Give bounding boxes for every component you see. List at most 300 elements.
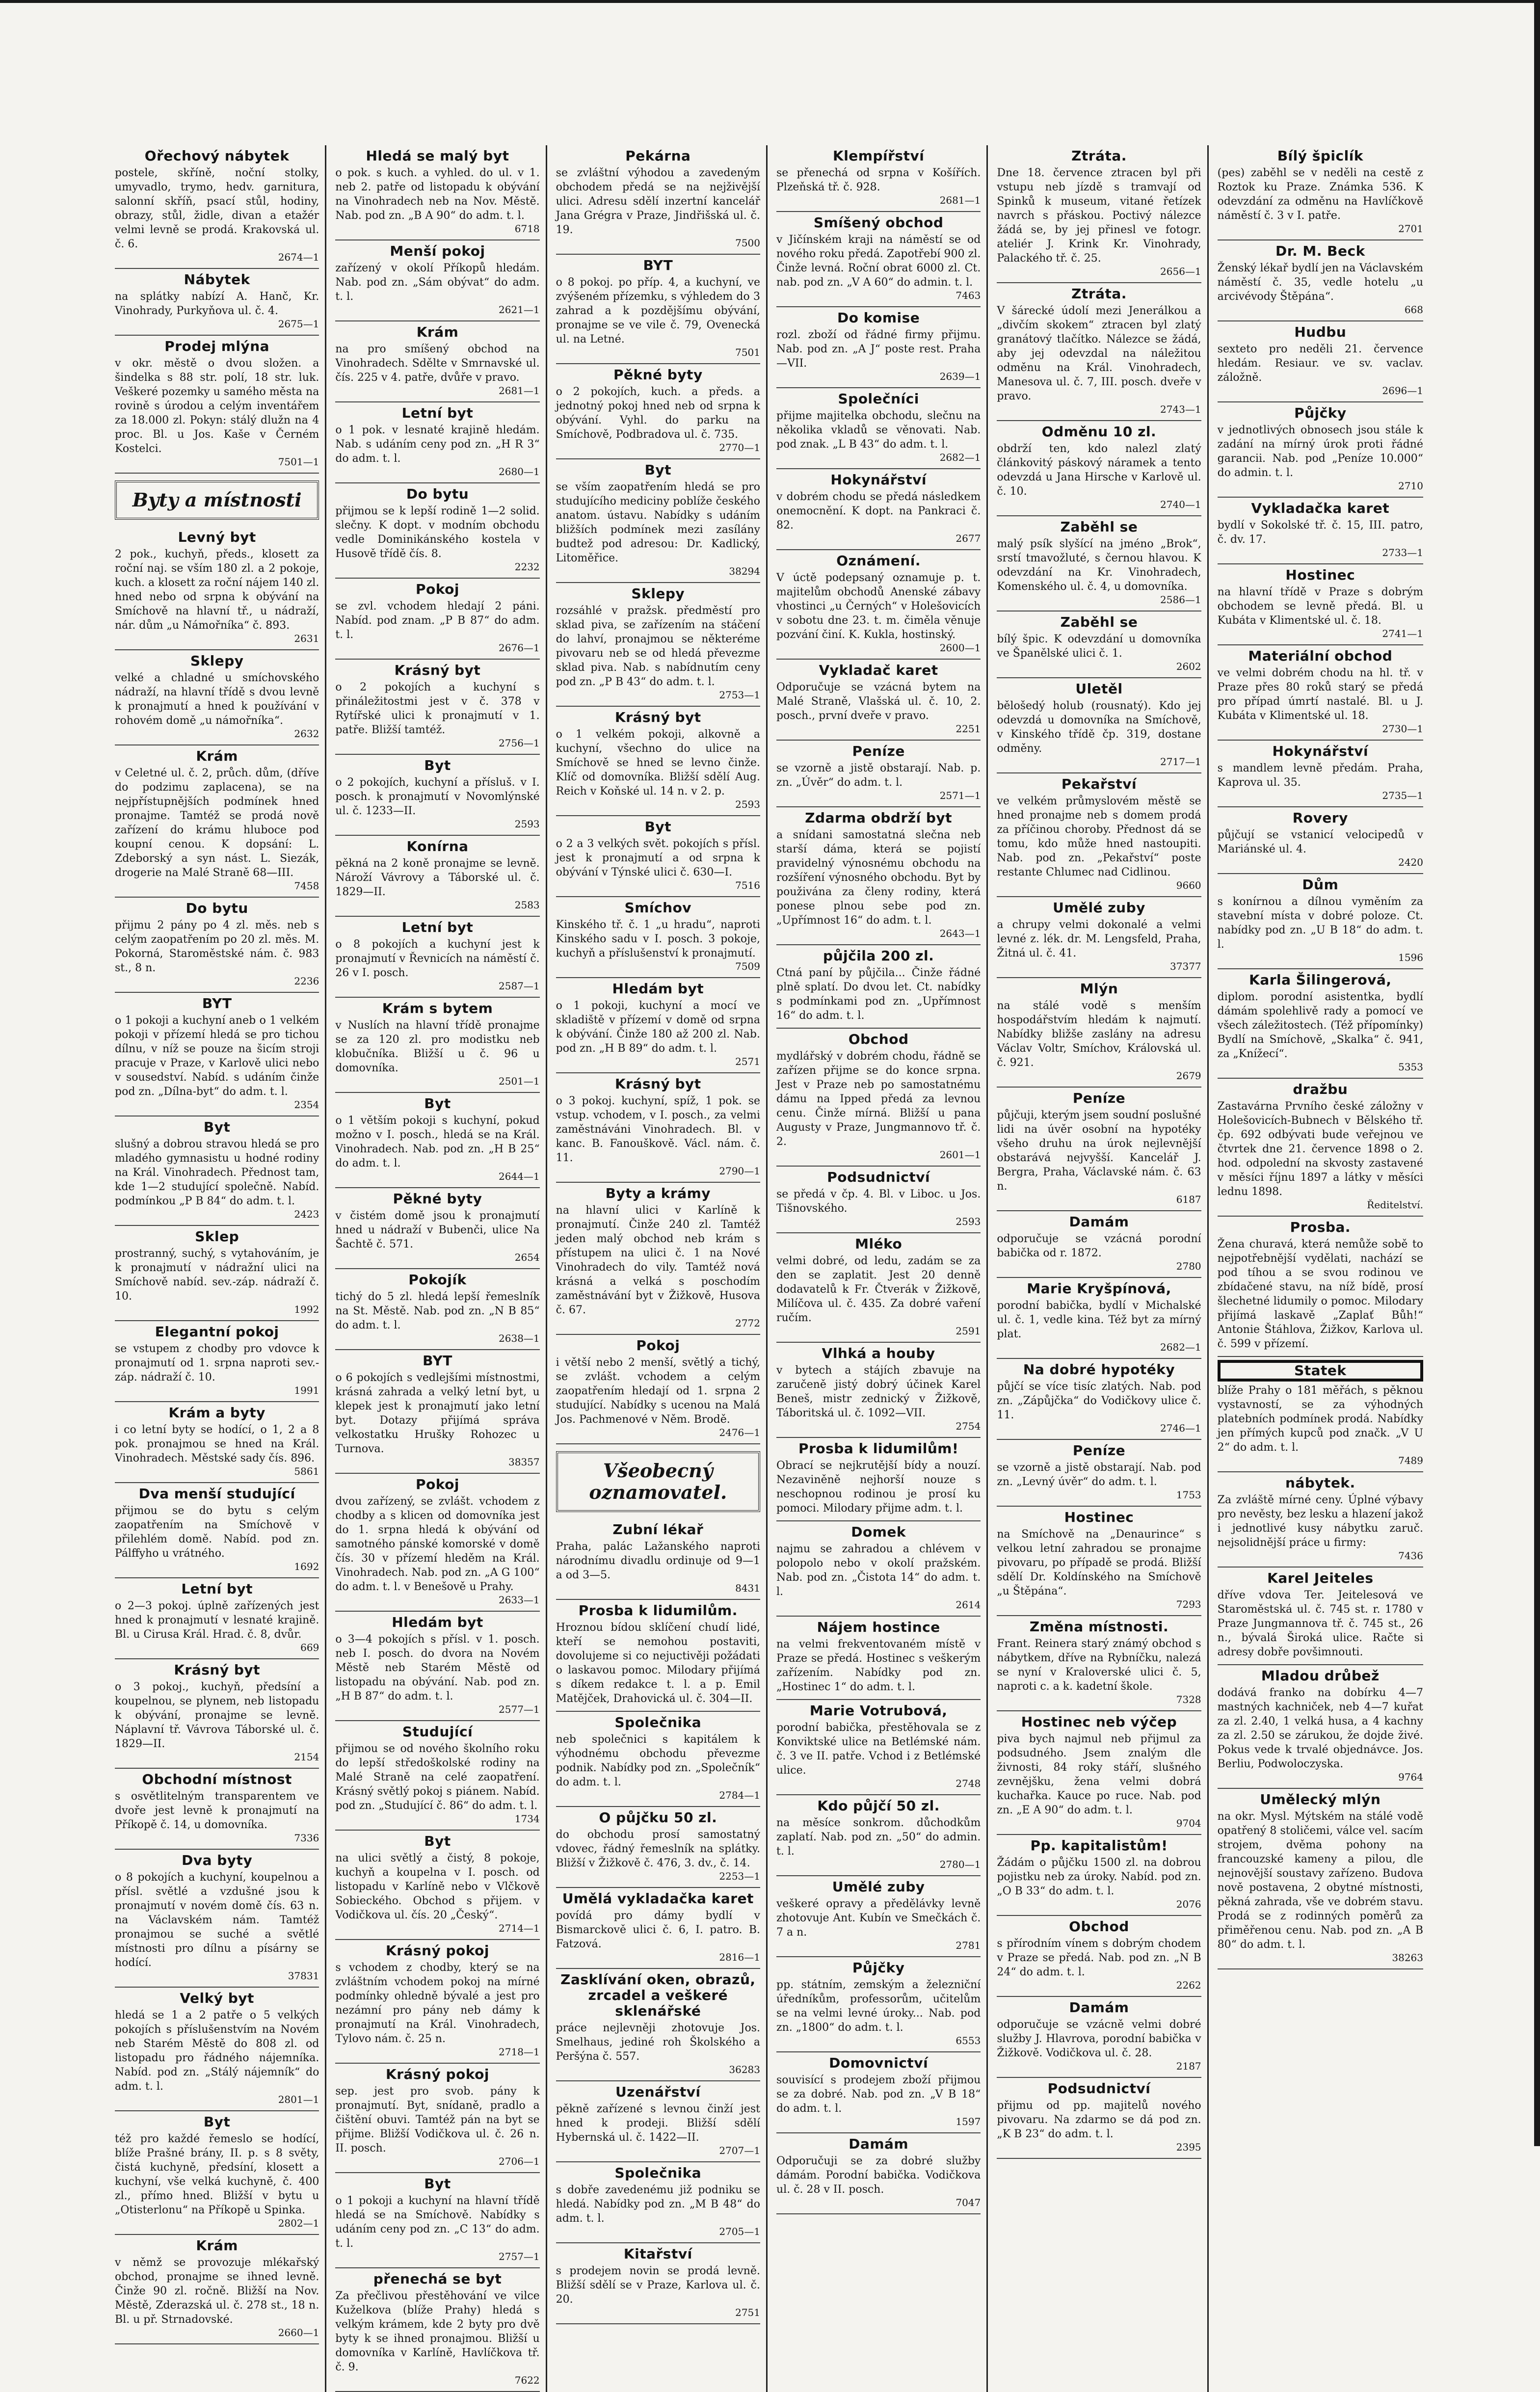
ad-text: Odporučuji se za dobré služby dámám. Porodní babička. Vodičkova ul. č. 28 v II. posch. [776, 2155, 981, 2196]
ad-title: Peníze [852, 743, 905, 759]
ad-reference-number: 7501 [735, 346, 760, 358]
ad-title: Damám [1069, 1999, 1129, 2016]
ad-title: Bílý špiclík [1277, 148, 1363, 164]
classified-ad [1218, 1472, 1423, 1568]
ad-reference-number: 1597 [956, 2116, 981, 2127]
ad-title: Krám [416, 324, 459, 340]
ad-reference-number: Ředitelství. [1367, 1199, 1423, 1211]
ad-text: Žena churavá, která nemůže sobě to nejpotřebnější vydělati, nachází se pod tíhou a se svou rodinou ve zbídačené stavu, na níž bídě, prosí šlechetné lidumily o pomoc. Milodary přijímá laskavě „Zaplať Bůh!“ Antonie Štáhlova, Žižkov, Karlova ul. č. 599 v přízemí. [1217, 1238, 1423, 1350]
ad-reference-number: 2696—1 [1382, 385, 1423, 397]
ad-title: Nájem hostince [817, 1619, 940, 1635]
classified-ad [776, 1233, 981, 1343]
classified-ad [335, 145, 539, 240]
ad-reference-number: 38294 [729, 565, 760, 577]
ad-title: Pěkné byty [613, 367, 703, 383]
ad-text: se zvl. vchodem hledají 2 páni. Nabíd. pod znam. „P B 87“ do adm. t. l. [335, 600, 540, 641]
ad-text: a chrupy velmi dokonalé a velmi levné z. lék. dr. M. Lengsfeld, Praha, Žitná ul. č. 41. [997, 919, 1201, 959]
ad-reference-number: 2681—1 [939, 194, 981, 206]
ad-text: půjčuji, kterým jsem soudní poslušné lidi na úvěr osobní na hypotéky všeho druhu na úrok nejlevnější obstarává nejvyšší. Kancelář J. Bergra, Praha, Václavské nám. č. 63 n. [997, 1109, 1201, 1193]
ad-title: Menší pokoj [390, 243, 485, 259]
classified-ad [556, 255, 760, 364]
classified-ad [1218, 1357, 1423, 1472]
classified-ad [776, 1521, 981, 1617]
ad-title: Damám [1069, 1214, 1129, 1230]
ad-reference-number: 7500 [735, 237, 760, 249]
ad-title: Krám a byty [168, 1405, 266, 1421]
ad-reference-number: 2780—1 [939, 1859, 981, 1870]
ad-title: Hledám byt [392, 1614, 483, 1630]
classified-ad [115, 2235, 319, 2344]
ad-reference-number: 2476—1 [719, 1427, 760, 1438]
ad-reference-number: 2784—1 [719, 1789, 760, 1801]
ad-reference-number: 7458 [294, 880, 319, 892]
ad-reference-number: 2735—1 [1382, 790, 1423, 801]
ad-title: Prosba k lidumilům! [798, 1440, 959, 1457]
classified-ad [776, 1029, 981, 1167]
ad-title: Hudbu [1294, 324, 1347, 340]
ad-title: BYT [643, 257, 673, 273]
ad-title: Do bytu [186, 900, 248, 916]
ad-text: Dne 18. července ztracen byl při vstupu neb jízdě s tramvají od Spinků k museum, vitané řetízek navrch s přáskou. Poctivý nálezce žádá se, by jej přinesl ve fotogr. ateliér J. Krink Kr. Vinohrady, Palackého tř. č. 25. [997, 167, 1201, 265]
ad-reference-number: 2748 [956, 1778, 981, 1789]
ad-text: rozl. zboží od řádné firmy přijmu. Nab. pod zn. „A J“ poste rest. Praha—VII. [776, 329, 981, 370]
ad-text: Frant. Reinera starý známý obchod s nábytkem, dříve na Rybníčku, nalezá se nyní v Kraloverské ulici č. 5, naproti c. a k. kadetní škole. [997, 1638, 1201, 1693]
ad-text: 2 pok., kuchyň, předs., klosett za roční naj. se vším 180 zl. a 2 pokoje, kuch. a klosett za roční nájem 140 zl. hned nebo od srpna k obývání na Smíchově na hlavní tř., u nádraží, nár. dům „u Námořníka“ č. 893. [115, 548, 319, 632]
ad-reference-number: 2420 [1398, 856, 1423, 868]
ad-text: prostranný, suchý, s vytahováním, je k pronajmutí v nádražní ulici na Smíchově nabíd. sev.-záp. nádraží č. 10. [115, 1248, 319, 1302]
classified-ad [997, 421, 1201, 516]
classified-ad [776, 945, 981, 1029]
ad-reference-number: 7436 [1398, 1550, 1423, 1562]
ad-text: Praha, palác Lažanského naproti národnímu divadlu ordinuje od 9—1 a od 3—5. [556, 1541, 760, 1581]
ad-reference-number: 2714—1 [499, 1922, 540, 1934]
classified-ad [115, 145, 319, 269]
classified-ad [335, 836, 539, 917]
ad-reference-number: 2705—1 [719, 2226, 760, 2237]
classified-ad [997, 1616, 1201, 1711]
ad-text: s dobře zavedenému již podniku se hledá. Nabídky pod zn. „M B 48“ do adm. t. l. [556, 2184, 760, 2225]
ad-title: Nábytek [184, 271, 250, 288]
ad-reference-number: 7463 [956, 290, 981, 301]
ad-title: Konírna [406, 838, 469, 854]
ad-text: přijmou se od nového školního roku do lepší středoškolské rodiny na Malé Straně na celé zaopatření. Krásný světlý pokoj s piánem. Nabíd. pod zn. „Studující č. 86“ do adm. t. l. [335, 1743, 540, 1812]
ad-reference-number: 2679 [1176, 1070, 1201, 1082]
ad-title: Byt [203, 1119, 231, 1135]
ad-text: pěkná na 2 koně pronajme se levně. Nároží Vávrovy a Táborské ul. č. 1829—II. [335, 857, 540, 898]
ad-text: o 1 pokoji, kuchyní a mocí ve skladiště v přízemí v domě od srpna k obývání. Činže 180 až 200 zl. Nab. pod zn. „H B 89“ do adm. t. l. [556, 1000, 760, 1055]
classified-ad [335, 579, 539, 660]
ad-reference-number: 2643—1 [939, 928, 981, 939]
ad-reference-number: 37377 [1170, 960, 1201, 972]
classified-ad [1218, 1665, 1423, 1789]
ad-title: Letní byt [181, 1581, 253, 1597]
classified-ad [115, 1321, 319, 1402]
ad-text: rozsáhlé v pražsk. předměstí pro sklad piva, se zařízením na stáčení do lahví, pronajmou se některéme pivovaru neb se od hledá převezme sklad piva. Nab. s nabídnutím ceny pod zn. „P B 43“ do adm. t. l. [556, 605, 760, 688]
classified-ad [335, 660, 539, 755]
classified-ad [556, 1183, 760, 1335]
ad-text: Obrací se nejkrutější bídy a nouzí. Nezaviněně nejhorší nouze s neschopnou rodinou je prosí ku pomoci. Milodary přijme adm. t. l. [776, 1460, 981, 1515]
classified-ad [556, 1712, 760, 1807]
ad-title: půjčila 200 zl. [823, 948, 934, 964]
ad-title: Damám [849, 2136, 909, 2152]
classified-ad [335, 1474, 539, 1612]
ad-title: Na dobré hypotéky [1023, 1361, 1175, 1378]
classified-ad [997, 678, 1201, 773]
classified-ad [776, 1957, 981, 2052]
ad-text: na velmi frekventovaném místě v Praze se předá. Hostinec s veškerým zařízením. Nabídky pod zn. „Hostinec 1“ do adm. t. l. [776, 1638, 981, 1693]
ad-text: v bytech a stájích zbavuje na zaručeně jistý dobrý účinek Karel Beneš, mistr zednický v Žižkově, Táboritská ul. č. 1092—VII. [776, 1364, 981, 1419]
ad-title: Byt [424, 757, 451, 773]
classified-ad [776, 1617, 981, 1700]
ad-reference-number: 7509 [735, 960, 760, 972]
ad-reference-number: 9660 [1176, 879, 1201, 891]
classified-ad [1218, 969, 1423, 1079]
ad-text: na stálé vodě s menším hospodářstvím hledám k najmutí. Nabídky bližše zaslány na adresu Václav Voltr, Smíchov, Královská ul. č. 921. [997, 1000, 1201, 1069]
ad-text: V šárecké údolí mezi Jenerálkou a „divčím skokem“ ztracen byl zlatý granátový tlačítko. Nálezce se žádá, aby jej odevzdal na náležitou odměnu na Král. Vinohradech, Manesova ul. č. 7, III. posch. dveře v pravo. [997, 305, 1201, 402]
classified-ad [335, 321, 539, 402]
ad-text: na Smíchově na „Denaurince“ s velkou letní zahradou se pronajme pivovaru, po případě se prodá. Bližší sdělí Dr. Koldínského na Smíchově „u Štěpána“. [997, 1528, 1201, 1597]
ad-reference-number: 1596 [1398, 952, 1423, 963]
classified-ad [1218, 1079, 1423, 1217]
ad-text: s konírnou a dílnou vyměním za stavební místa v dobré poloze. Ct. nabídky pod zn. „U B 18“ do adm. t. l. [1217, 896, 1423, 951]
classified-ad [556, 707, 760, 816]
ad-text: velmi dobré, od ledu, zadám se za den se zaplatit. Jest 20 denně dodavatelů k Fr. Čtverák v Žižkově, Milíčova ul. č. 435. Za dobré vaření ručím. [776, 1255, 981, 1324]
ad-reference-number: 2751 [735, 2307, 760, 2318]
ad-text: o 8 pokojích a kuchyní, koupelnou a přísl. světlé a vzdušné jsou k pronajmutí v novém domě čís. 63 n. na Václavském nám. Tamtéž pronajmou se suché a světlé místnosti pro dílnu a písárny se hodící. [115, 1871, 319, 1969]
classified-ad [556, 2162, 760, 2243]
ad-text: se zvláštní výhodou a zavedeným obchodem předá se na nejživější ulici. Adresu sdělí inzertní kancelář Jana Grégra v Praze, Jindřišská ul. č. 19. [556, 167, 760, 236]
section-banner-general: Všeobecný oznamovatel. [556, 1451, 760, 1512]
ad-text: o 6 pokojích s vedlejšími místnostmi, krásná zahrada a velký letní byt, u klepek jest k pronajmutí jako letní byt. Dotazy přijímá správa velkostatku Hrušky Rohozec u Turnova. [335, 1372, 540, 1455]
classified-ad [556, 2081, 760, 2162]
classified-ad [997, 611, 1201, 678]
ad-title: Byt [424, 2176, 451, 2192]
ad-reference-number: 2676—1 [499, 642, 540, 654]
ad-reference-number: 2602 [1176, 661, 1201, 672]
ad-text: Žádám o půjčku 1500 zl. na dobrou pojistku neb za úroky. Nabíd. pod zn. „O B 33“ do adm. t. l. [997, 1857, 1201, 1897]
classified-ad [997, 1835, 1201, 1916]
ad-title: Zdarma obdrží byt [805, 810, 953, 826]
ad-text: i co letní byty se hodící, o 1, 2 a 8 pok. pronajmou se hned na Král. Vinohradech. Městské sady čís. 896. [115, 1424, 319, 1464]
ad-title: Peníze [1072, 1090, 1126, 1106]
ad-title: Obchod [848, 1031, 909, 1047]
ad-text: zařízený v okolí Příkopů hledám. Nab. pod zn. „Sám obývat“ do adm. t. l. [335, 262, 540, 303]
ad-text: najmu se zahradou a chlévem v polopolo nebo v okolí pražském. Nab. pod zn. „Čistota 14“ do adm. t. l. [776, 1543, 981, 1598]
classified-ad [776, 1167, 981, 1233]
ad-title: Do bytu [406, 486, 469, 502]
ad-title: Kdo půjčí 50 zl. [817, 1798, 940, 1814]
ad-reference-number: 7516 [735, 879, 760, 891]
ad-text: o 2—3 pokoj. úplně zařízených jest hned k pronajmutí v lesnaté krajině. Bl. u Cirusa Král. Hrad. č. 8, dvůr. [115, 1600, 319, 1641]
classified-ad [997, 516, 1201, 611]
classified-ad [997, 2078, 1201, 2159]
ad-text: v Celetné ul. č. 2, průch. dům, (dříve do podzimu zaplacena), se na nejpřístupnějších podmínek hned pronajme. Tamtéž se prodá nově zařízení do krámu hluboce pod koupní cenou. K dopsání: L. Zdeborský a syn nást. L. Siezák, drogerie na Malé Straně 68—III. [115, 767, 319, 879]
ad-title: O půjčku 50 zl. [599, 1809, 717, 1826]
ad-text: na měsíce sonkrom. důchodkům zaplatí. Nab. pod zn. „50“ do admin. t. l. [776, 1817, 981, 1858]
ad-reference-number: 2076 [1176, 1898, 1201, 1910]
ad-text: o 2 pokojích, kuch. a předs. a jednotný pokoj hned neb od srpna k obývání. Vyhl. do parku na Smíchově, Podbradova ul. č. 735. [556, 386, 760, 441]
ad-reference-number: 2781 [956, 1940, 981, 1951]
ad-reference-number: 36283 [729, 2064, 760, 2075]
ad-reference-number: 2354 [294, 1099, 319, 1111]
ad-text: s vchodem z chodby, který se na zvláštním vchodem pokoj na mírné podmínky ohledně bývalé a jest pro nezámní pro pány neb dámy k pronajmutí na Král. Vinohradech, Tylovo nám. č. 25 n. [335, 1962, 540, 2045]
ad-text: o 3—4 pokojích s přísl. v 1. posch. neb I. posch. do dvora na Novém Městě neb Starém Městě od listopadu na obývání. Nab. pod zn. „H B 87“ do adm. t. l. [335, 1633, 540, 1702]
classified-ad [776, 469, 981, 550]
ad-text: Ženský lékař bydlí jen na Václavském náměstí č. 35, vedle hotelu „u arcivévody Štěpána“. [1217, 262, 1423, 303]
classified-ad [335, 240, 539, 321]
ad-reference-number: 1991 [294, 1384, 319, 1396]
classified-ad [1218, 321, 1423, 402]
classified-ad [997, 145, 1201, 283]
classified-ad [335, 1940, 539, 2064]
ad-text: (pes) zaběhl se v neděli na cestě z Roztok ku Praze. Známka 536. K odevzdání za odměnu na Havlíčkově náměstí č. 3 v I. patře. [1217, 167, 1423, 222]
ad-text: v dobrém chodu se předá následkem onemocnění. K dopt. na Pankraci č. 82. [776, 491, 981, 532]
ad-title: Hostinec [1064, 1509, 1134, 1525]
classified-ad [115, 1402, 319, 1483]
ad-title: Byt [424, 1833, 451, 1849]
classified-ad [997, 773, 1201, 897]
classified-ad [556, 1519, 760, 1600]
ad-reference-number: 2638—1 [499, 1332, 540, 1344]
classified-ad [776, 660, 981, 741]
ad-reference-number: 6553 [956, 2035, 981, 2046]
ad-title: Prosba k lidumilům. [578, 1602, 738, 1619]
ad-text: neb společnici s kapitálem k výhodnému obchodu převezme podnik. Nabídky pod zn. „Společník“ do adm. t. l. [556, 1733, 760, 1788]
column-1 [113, 145, 326, 2392]
ad-title: Karel Jeiteles [1267, 1570, 1374, 1586]
ad-text: přijme majitelka obchodu, slečnu na několika vkladů se věnovati. Nab. pod znak. „L B 43“ do adm. t. l. [776, 410, 981, 451]
ad-title: Hledá se malý byt [366, 148, 509, 164]
ad-title: Dva menší studující [138, 1486, 295, 1502]
column-3 [554, 145, 768, 2392]
classified-ad [335, 2173, 539, 2268]
classified-ad [115, 745, 319, 898]
classified-ad [556, 1073, 760, 1183]
ad-text: s prodejem novin se prodá levně. Bližší sdělí se v Praze, Karlova ul. č. 20. [556, 2265, 760, 2306]
ad-title: Marie Kryšpínová, [1027, 1280, 1171, 1297]
ad-reference-number: 2577—1 [499, 1703, 540, 1715]
ad-reference-number: 9704 [1176, 1817, 1201, 1829]
classified-ad [335, 1721, 539, 1831]
column-2 [333, 145, 547, 2392]
ad-reference-number: 2631 [294, 633, 319, 644]
ad-text: do obchodu prosí samostatný vdovec, řádný řemeslník na splátky. Bližší v Žižkově č. 476, 3. dv., č. 14. [556, 1829, 760, 1869]
classified-ad [335, 1093, 539, 1188]
ad-title: Uzenářství [615, 2084, 701, 2100]
ad-reference-number: 2586—1 [1160, 594, 1201, 606]
ad-title: Hledám byt [612, 981, 704, 997]
classified-ad [115, 898, 319, 993]
ad-reference-number: 2706—1 [499, 2155, 540, 2167]
ad-text: o 1 velkém pokoji, alkovně a kuchyní, všechno do ulice na Smíchově se hned se levno činže. Klíč od domovníka. Bližší sdělí Aug. Reich v Koňské ul. 14 n. v 2. p. [556, 728, 760, 797]
ad-text: bydlí v Sokolské tř. č. 15, III. patro, č. dv. 17. [1217, 519, 1423, 546]
ad-reference-number: 2780 [1176, 1260, 1201, 1272]
classified-ad [1218, 741, 1423, 807]
ad-reference-number: 2253—1 [719, 1870, 760, 1882]
ad-text: se vstupem z chodby pro vdovce k pronajmutí od 1. srpna naproti sev.-záp. nádraží č. 10. [115, 1343, 319, 1383]
ad-text: velké a chladné u smíchovského nádraží, na hlavní třídě s dvou levně k pronajmutí a hned k používání v rohovém domě „u námořníka“. [115, 672, 319, 727]
classified-ad [1218, 1217, 1423, 1357]
ad-reference-number: 2816—1 [719, 1951, 760, 1963]
ad-reference-number: 1753 [1176, 1489, 1201, 1501]
ad-title: Krásný pokoj [386, 1942, 489, 1959]
ad-title: Zaběhl se [1060, 614, 1138, 630]
ad-title: Umělecký mlýn [1260, 1791, 1381, 1807]
ad-text: o 2 pokojích a kuchyní s přináležitostmi jest v č. 378 v Rytířské ulici k pronajmutí v 1. patře. Bližší tamtéž. [335, 681, 540, 736]
ad-reference-number: 2710 [1398, 480, 1423, 492]
ad-reference-number: 7489 [1398, 1455, 1423, 1466]
ad-title: Prodej mlýna [164, 338, 270, 354]
ad-title: Umělá vykladačka karet [562, 1890, 754, 1907]
ad-text: se předá v čp. 4. Bl. v Liboc. u Jos. Tišnovského. [776, 1188, 981, 1215]
ad-text: Za přečlivou přestěhování ve vilce Kuželkova (blíže Prahy) hledá s velkým krámem, kde 2 byty pro dvě byty k se ihned pronajmou. Bližší u domovníka v Karlíně, Havlíčkova tř. č. 9. [335, 2290, 540, 2373]
classified-ad [556, 1969, 760, 2081]
ad-text: pěkně zařízené s levnou činží jest hned k prodeji. Bližší sdělí Hybernská ul. č. 1422—II. [556, 2103, 760, 2144]
ad-text: práce nejlevněji zhotovuje Jos. Smelhaus, jediné roh Školského a Peršýna č. 557. [556, 2022, 760, 2063]
classified-ad [335, 402, 539, 483]
ad-title: Krám [196, 2237, 238, 2254]
classified-ad [335, 1269, 539, 1350]
classified-ad [335, 1612, 539, 1721]
ad-reference-number: 6718 [514, 223, 540, 235]
ad-title: Dům [1302, 877, 1339, 893]
ad-title: Umělé zuby [832, 1879, 925, 1895]
ad-text: odporučuje se vzácně velmi dobré služby J. Hlavrova, porodní babička v Žižkově. Vodičkova ul. č. 28. [997, 2019, 1201, 2059]
ad-text: blíže Prahy o 181 měřách, s pěknou vystavností, se za výhodných platebních podmínek prodá. Nabídky jen přímých kupců pod značk. „V U 2“ do adm. t. l. [1217, 1384, 1423, 1454]
ad-text: o pok. s kuch. a vyhled. do ul. v 1. neb 2. patře od listopadu k obývání na Vinohradech neb na Nov. Městě. Nab. pod zn. „B A 90“ do adm. t. l. [335, 167, 540, 222]
ad-text: veškeré opravy a předělávky levně zhotovuje Ant. Kubín ve Smečkách č. 7 a n. [776, 1898, 981, 1939]
ad-title: Hostinec neb výčep [1021, 1714, 1177, 1730]
ad-title: dražbu [1293, 1081, 1348, 1097]
ad-reference-number: 2587—1 [499, 980, 540, 992]
ad-text: na hlavní třídě v Praze s dobrým obchodem se levně předá. Bl. u Kubáta v Klimentské ul. č. 18. [1217, 586, 1423, 627]
ad-text: též pro každé řemeslo se hodící, blíže Prašné brány, II. p. s 8 světy, čistá kuchyně, předsíní, klosett a kuchyní, vše velká kuchyně, č. 400 zl., přímo hned. Bližší v bytu u „Otisterlonu“ na Příkopě u Spinka. [115, 2133, 319, 2216]
classified-ad [1218, 1568, 1423, 1665]
ad-text: Ctná paní by půjčila... Činže řádné plně splatí. Do dvou let. Ct. nabídky s podmínkami pod zn. „Upřímnost 16“ do adm. t. l. [776, 967, 981, 1022]
ad-text: o 8 pokoj. po příp. 4, a kuchyní, ve zvýšeném přízemku, s výhledem do 3 zahrad a k pozdějšímu obývání, pronajme se ve vile č. 79, Ovenecká ul. na Letné. [556, 276, 760, 346]
ad-reference-number: 2718—1 [499, 2046, 540, 2058]
ad-reference-number: 1734 [514, 1813, 540, 1825]
ad-title: Ztráta. [1071, 148, 1127, 164]
ad-reference-number: 2675—1 [278, 318, 319, 330]
section-banner-byty: Byty a místnosti [115, 480, 319, 520]
ad-reference-number: 38357 [508, 1456, 540, 1468]
ad-text: o 3 pokoj. kuchyní, spíž, 1 pok. se vstup. vchodem, v I. posch., za velmi zaměstnáváni Vinohradech. Bl. v kanc. B. Fanouškově. Václ. nám. č. 11. [556, 1095, 760, 1164]
ad-title: Pp. kapitalistům! [1030, 1837, 1168, 1854]
ad-title: Hostinec [1285, 567, 1355, 583]
classified-ad [335, 483, 539, 579]
ad-title: Společníci [838, 391, 919, 407]
classified-ad [997, 1507, 1201, 1616]
ad-title: Zasklívání oken, obrazů, zrcadel a veškeré sklenářské [560, 1971, 756, 2019]
ad-reference-number: 2677 [956, 532, 981, 544]
classified-ad [997, 1211, 1201, 1278]
ad-reference-number: 2633—1 [499, 1594, 540, 1606]
column-6 [1216, 145, 1429, 2392]
ad-text: s přírodním vínem s dobrým chodem v Praze se předá. Nab. pod zn. „N B 24“ do adm. t. l. [997, 1938, 1201, 1978]
ad-title: Do komise [837, 310, 920, 326]
ad-title: Hokynářství [1272, 743, 1369, 759]
ad-text: porodní babička, bydlí v Michalské ul. č. 1, vedle kina. Též byt za mírný plat. [997, 1300, 1201, 1340]
ad-text: dodává franko na dobírku 4—7 mastných kachniček, neb 4—7 kuřat za zl. 2.40, 1 velká husa, a 4 kachny za zl. 2.50 se zárukou, že dojde živé. Pokus vede k trvalé objednávce. Jos. Berliu, Podwoloczyska. [1217, 1687, 1423, 1770]
ad-text: přijmu 2 pány po 4 zl. měs. neb s celým zaopatřením po 20 zl. měs. M. Pokorná, Staroměstské nám. č. 983 st., 8 n. [115, 919, 319, 974]
ad-reference-number: 2654 [514, 1251, 540, 1263]
classified-ad [1218, 874, 1423, 969]
ad-reference-number: 2154 [294, 1751, 319, 1763]
classified-ad [115, 1659, 319, 1769]
classified-ad [997, 1088, 1201, 1211]
ad-reference-number: 6187 [1176, 1194, 1201, 1205]
ad-title: Obchod [1069, 1918, 1129, 1935]
classified-ad [1218, 807, 1423, 874]
ad-reference-number: 9764 [1398, 1771, 1423, 1783]
classified-ad [556, 816, 760, 897]
classified-ad [335, 1188, 539, 1269]
ad-text: na okr. Mysl. Mýtském na stálé vodě opatřený 8 stoličemi, válce vel. sacím strojem, dvěma pohony na francouzské kameny a pilou, dle nejnovější soustavy zařízeno. Budova nově postavena, 2 obytné místnosti, pěkná zahrada, vše ve dobrém stavu. Prodá se z rodinných poměrů za přiměřenou cenu. Nab. pod zn. „A B 80“ do adm. t. l. [1217, 1810, 1423, 1951]
ad-text: ve velkém průmyslovém městě se hned pronajme neb s domem prodá za příčinou choroby. Přednost dá se tomu, kdo může hned nastoupiti. Nab. pod zn. „Pekařství“ poste restante Chlumec nad Cidlinou. [997, 795, 1201, 878]
ad-title: BYT [202, 995, 232, 1011]
ad-reference-number: 7336 [294, 1832, 319, 1844]
classified-ad [115, 1578, 319, 1659]
classified-ad [556, 1807, 760, 1888]
ad-reference-number: 2682—1 [939, 452, 981, 463]
ad-reference-number: 7293 [1176, 1598, 1201, 1610]
ad-title: Karla Šilingerová, [1249, 972, 1392, 988]
classified-ad [776, 550, 981, 660]
ad-text: sexteto pro neděli 21. července hledám. Resiaur. ve sv. vaclav. záložně. [1217, 343, 1423, 384]
ad-reference-number: 2621—1 [499, 304, 540, 316]
classified-ad [556, 459, 760, 583]
classified-ad [1218, 498, 1423, 564]
classified-ad [1218, 564, 1423, 645]
ad-title: Zaběhl se [1060, 519, 1138, 535]
ad-reference-number: 2583 [514, 899, 540, 911]
classified-ad [997, 1359, 1201, 1440]
ad-title: Změna místnosti. [1029, 1619, 1169, 1635]
ad-title: Vykladačka karet [1251, 500, 1390, 516]
ad-title: Smíchov [624, 900, 692, 916]
ad-reference-number: 2656—1 [1160, 266, 1201, 277]
ad-text: obdrží ten, kdo nalezl zlatý článkovitý páskový náramek a tento odevzdá u Jana Hirsche v Karlově ul. č. 10. [997, 443, 1201, 498]
ad-reference-number: 2680—1 [499, 466, 540, 478]
ad-title: Společnika [614, 2165, 702, 2181]
classified-ad [776, 1700, 981, 1795]
ad-reference-number: 2682—1 [1160, 1341, 1201, 1353]
ad-reference-number: 2802—1 [278, 2217, 319, 2229]
ad-reference-number: 2717—1 [1160, 756, 1201, 768]
ad-reference-number: 2743—1 [1160, 403, 1201, 415]
classified-ad [997, 897, 1201, 978]
classified-ad [1218, 645, 1423, 741]
ad-title: Dva byty [182, 1852, 253, 1868]
classified-ad [776, 307, 981, 388]
classified-ad [335, 1831, 539, 1940]
ad-text: o 1 větším pokoji s kuchyní, pokud možno v I. posch., hledá se na Král. Vinohradech. Nab. pod zn. „H B 25“ do adm. t. l. [335, 1115, 540, 1169]
ad-text: o 8 pokojích a kuchyní jest k pronajmutí v Řevnicích na náměstí č. 26 v I. posch. [335, 938, 540, 979]
classified-ad [335, 917, 539, 998]
classified-ad [997, 1711, 1201, 1835]
classified-ad [115, 336, 319, 474]
ad-title: Sklepy [631, 585, 685, 602]
ad-text: v Jičínském kraji na náměstí se od nového roku předá. Zapotřebí 900 zl. Činže levná. Roční obrat 6000 zl. Ct. nab. pod zn. „V A 60“ do admin. t. l. [776, 234, 981, 289]
ad-title: Studující [402, 1724, 473, 1740]
ad-text: Za zvláště mírné ceny. Úplné výbavy pro nevěsty, bez lesku a hlazení jakož i jednotlivé kusy nábytku zaruč. nejsolidnější práce u firmy: [1217, 1494, 1423, 1549]
ad-title: Společnika [614, 1714, 702, 1730]
ad-text: s osvětlitelným transparentem ve dvoře jest levně k pronajmutí na Příkopě č. 14, u domovníka. [115, 1790, 319, 1831]
classified-ad [776, 212, 981, 307]
ad-reference-number: 2262 [1176, 1979, 1201, 1991]
ad-reference-number: 7622 [514, 2374, 540, 2386]
